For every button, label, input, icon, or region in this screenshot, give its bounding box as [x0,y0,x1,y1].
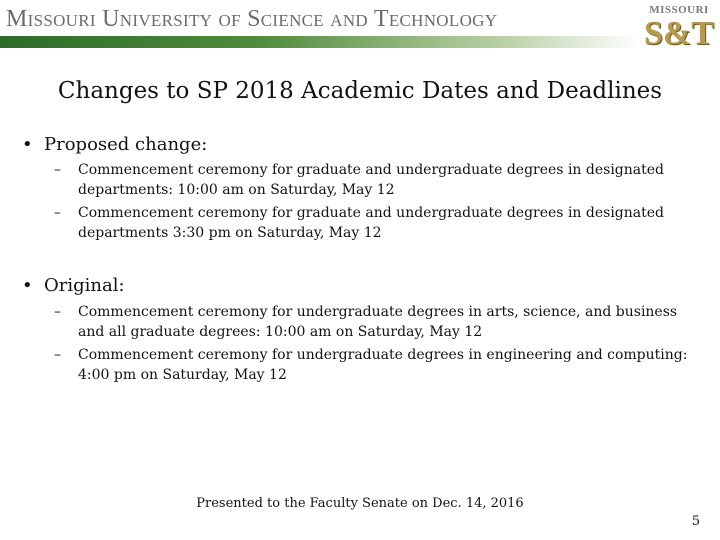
logo-sandt-text: S&T [644,15,714,52]
sub-bullet-text: Commencement ceremony for undergraduate degrees in engineering and computing: 4:00 pm on Saturday, May 12 [78,347,688,383]
bullet-proposed-change [22,134,207,155]
sub-bullet-text: Commencement ceremony for undergraduate degrees in arts, science, and business and all graduate degrees: 10:00 am on Saturday, May 12 [78,304,678,340]
slide-header [0,0,720,62]
dash-icon: – [54,304,61,320]
sub-bullet-text: Commencement ceremony for graduate and undergraduate degrees in designated departments 3:30 pm on Saturday, May 12 [78,205,664,241]
sub-bullet-item [54,203,694,243]
sub-bullet-item [54,160,694,200]
sub-bullet-item [54,302,694,342]
logo-missouri-text: MISSOURI [649,4,709,16]
slide-footer: Presented to the Faculty Senate on Dec. 14, 2016 [196,496,524,511]
sub-bullet-item [54,345,694,385]
sub-bullet-text: Commencement ceremony for graduate and undergraduate degrees in designated departments: 10:00 am on Saturday, May 12 [78,162,664,198]
sandt-logo [644,4,714,58]
bullet-dot-icon: • [22,275,33,296]
university-name: Missouri University of Science and Technology [6,6,498,32]
page-number: 5 [691,514,700,529]
bullet-heading: Proposed change: [44,134,208,155]
bullet-original [22,275,125,296]
bullet-heading: Original: [44,275,125,296]
slide-title: Changes to SP 2018 Academic Dates and Deadlines [57,78,663,104]
bullet-dot-icon: • [22,134,33,155]
dash-icon: – [54,347,61,363]
dash-icon: – [54,162,61,178]
dash-icon: – [54,205,61,221]
header-gradient-band [0,36,640,48]
